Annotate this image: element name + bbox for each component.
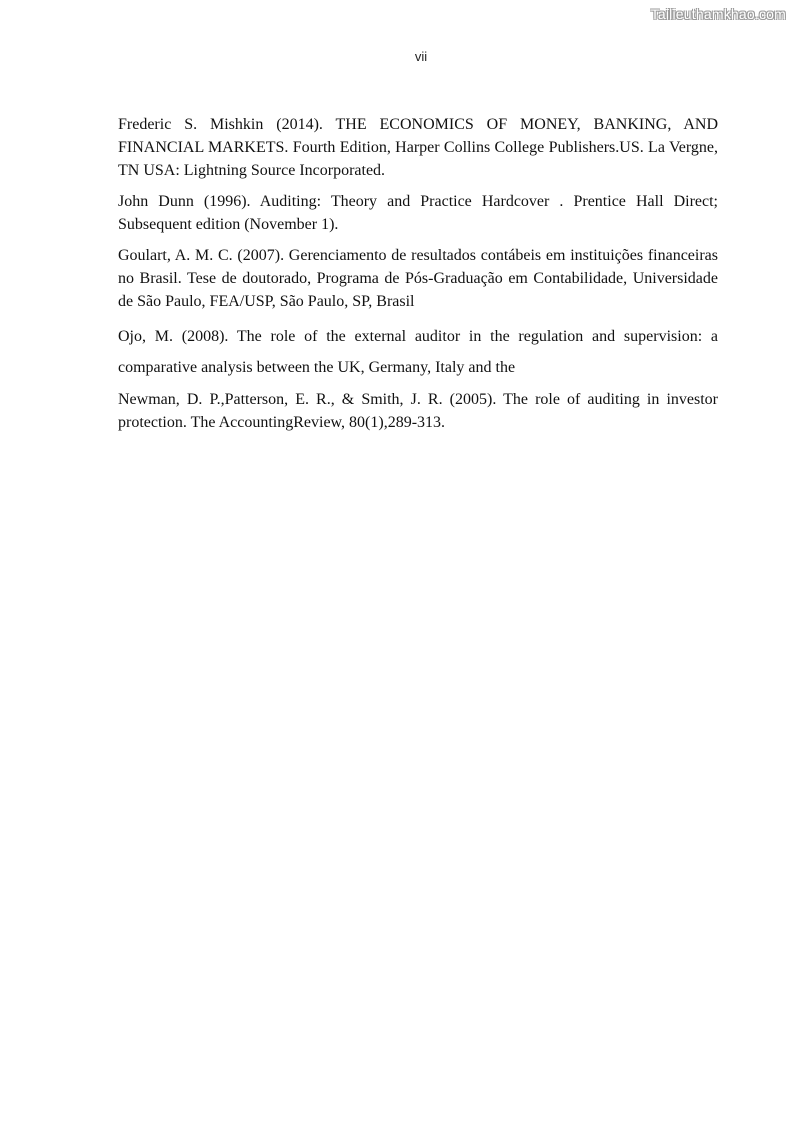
reference-item: Ojo, M. (2008). The role of the external auditor in the regulation and supervision: a comparative analysis between the UK, Germany, Italy and the xyxy=(118,328,718,376)
reference-item: John Dunn (1996). Auditing: Theory and Practice Hardcover . Prentice Hall Direct; Subsequent edition (November 1). xyxy=(118,193,718,233)
page-number: vii xyxy=(414,49,428,64)
watermark: Tailieuthamkhao.com xyxy=(650,6,786,22)
reference-item: Newman, D. P.,Patterson, E. R., & Smith, J. R. (2005). The role of auditing in investor protection. The AccountingReview, 80(1),289-313. xyxy=(118,391,718,431)
reference-item: Frederic S. Mishkin (2014). THE ECONOMICS OF MONEY, BANKING, AND FINANCIAL MARKETS. Fourth Edition, Harper Collins College Publishers.US. La Vergne, TN USA: Lightning Source Incorporated. xyxy=(118,116,718,179)
reference-list xyxy=(118,113,718,442)
reference-item: Goulart, A. M. C. (2007). Gerenciamento de resultados contábeis em instituições financeiras no Brasil. Tese de doutorado, Programa de Pós-Graduação em Contabilidade, Universidade de São Paulo, FEA/USP, São Paulo, SP, Brasil xyxy=(118,247,718,310)
